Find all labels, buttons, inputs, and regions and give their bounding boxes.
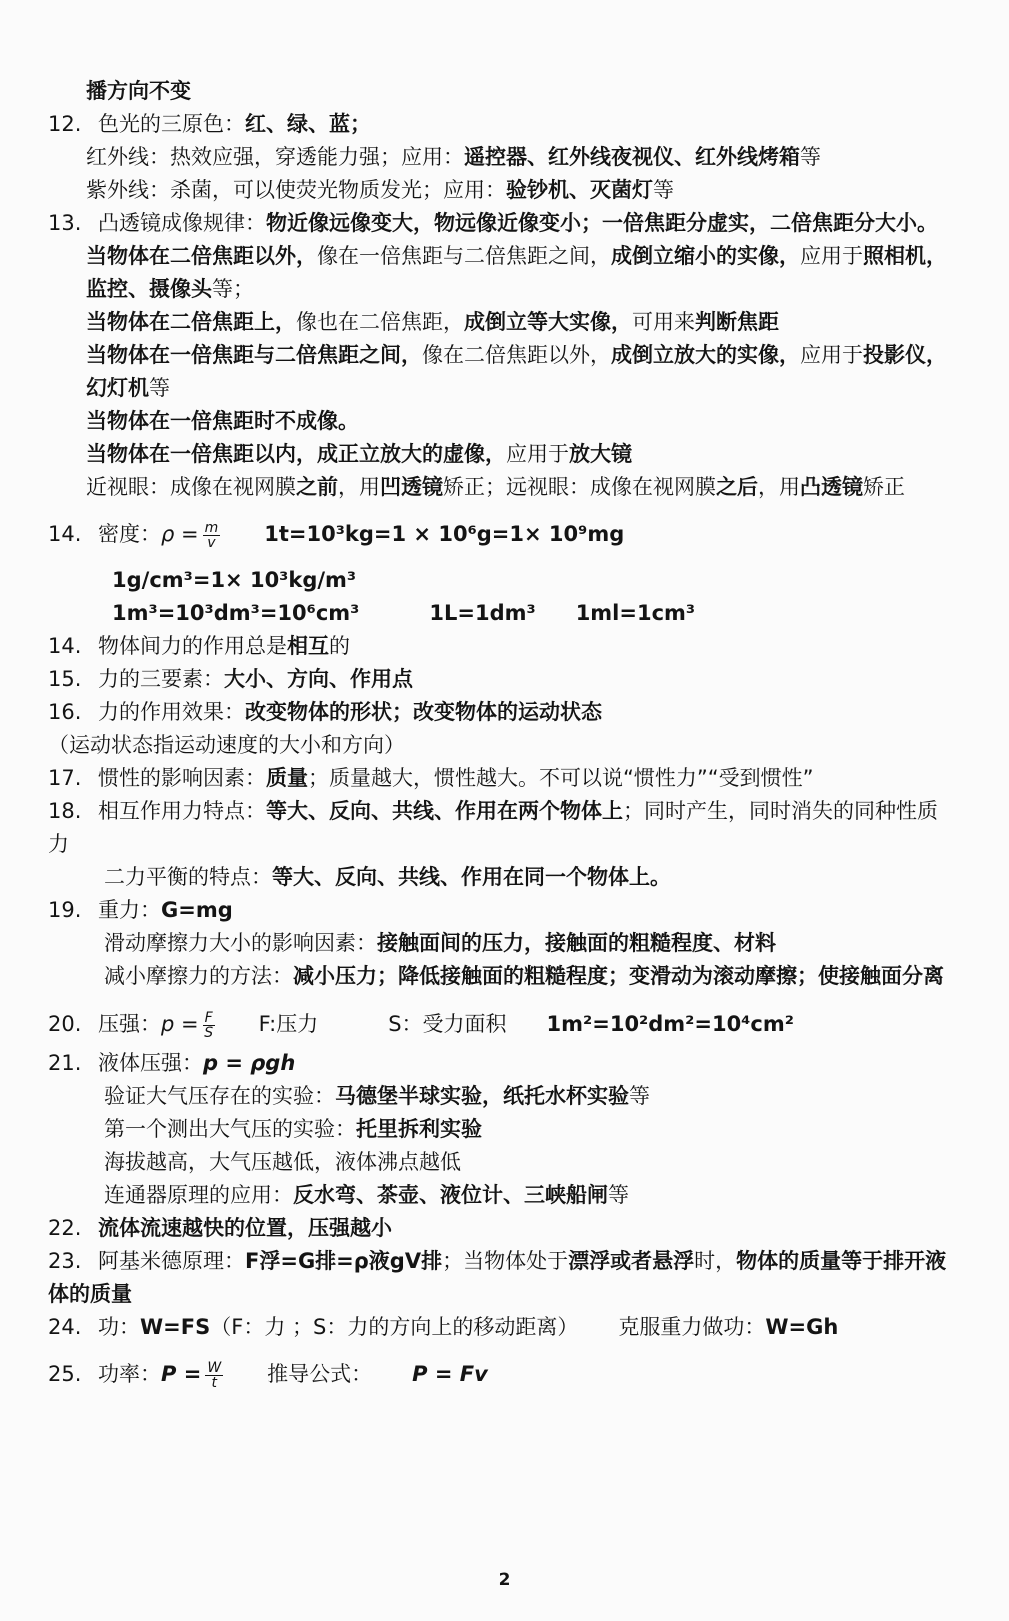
- denominator: S: [204, 1024, 214, 1041]
- item-number: 14.: [48, 522, 82, 546]
- text: （运动状态指运动速度的大小和方向）: [48, 733, 405, 757]
- bold-text: 验钞机、灭菌灯: [506, 178, 653, 202]
- item-number: 13.: [48, 211, 82, 235]
- eye-correction: [48, 471, 949, 504]
- bold-text: 成倒立放大的实像，: [611, 343, 800, 367]
- bold-text: 漂浮或者悬浮: [568, 1249, 695, 1273]
- bold-text: 反水弯、茶壶、液位计、三峡船闸: [293, 1183, 608, 1207]
- text: 像在一倍焦距与二倍焦距之间，: [317, 244, 611, 268]
- bold-text: 托里拆利实验: [356, 1117, 482, 1141]
- text: 凸透镜成像规律：: [98, 211, 266, 235]
- bold-text: G=mg: [161, 898, 233, 922]
- infrared-line: [48, 141, 949, 174]
- ultraviolet-line: [48, 174, 949, 207]
- text: 密度：: [98, 522, 161, 546]
- text: 应用于: [800, 343, 863, 367]
- item-17: [48, 762, 949, 795]
- lens-case-1: [48, 240, 949, 306]
- item-number: 19.: [48, 898, 82, 922]
- bold-text: 1m³=10³dm³=10⁶cm³: [112, 601, 360, 625]
- bold-text: 放大镜: [569, 442, 632, 466]
- item-number: 18.: [48, 799, 82, 823]
- bold-text: 1t=10³kg=1 × 10⁶g=1× 10⁹mg: [264, 522, 625, 546]
- text: 力的三要素：: [98, 667, 224, 691]
- text: 矫正；远视眼：成像在视网膜: [443, 475, 716, 499]
- text: 海拔越高，大气压越低，液体沸点越低: [104, 1150, 461, 1174]
- text: 红外线：热效应强，穿透能力强；应用：: [86, 145, 464, 169]
- volume-units: [48, 597, 949, 630]
- item-22: [48, 1212, 949, 1245]
- text: 色光的三原色：: [98, 112, 245, 136]
- lens-case-3: [48, 339, 949, 405]
- denominator: t: [211, 1374, 217, 1391]
- text: 第一个测出大气压的实验：: [104, 1117, 356, 1141]
- text: 功：: [98, 1315, 140, 1339]
- denominator: v: [207, 534, 216, 551]
- text: 像在二倍焦距以外，: [422, 343, 611, 367]
- item-18: [48, 795, 949, 861]
- bold-text: 等大、反向、共线、作用在同一个物体上。: [272, 865, 671, 889]
- text: 近视眼：成像在视网膜: [86, 475, 296, 499]
- numerator: m: [204, 519, 219, 536]
- text: 克服重力做功：: [618, 1315, 766, 1339]
- connected-vessels-line: [48, 1179, 949, 1212]
- line-continuation: [48, 75, 949, 108]
- bold-text: 当物体在一倍焦距以内，: [86, 442, 317, 466]
- bold-text: 当物体在一倍焦距与二倍焦距之间，: [86, 343, 422, 367]
- text: 像也在二倍焦距，: [296, 310, 464, 334]
- formula-text: P =: [161, 1362, 202, 1386]
- pressure-experiment: [48, 1080, 949, 1113]
- item-number: 17.: [48, 766, 82, 790]
- lens-case-2: [48, 306, 949, 339]
- bold-text: 照相机，监控、摄像头: [86, 244, 947, 301]
- text: S：受力面积: [388, 1012, 507, 1036]
- bold-text: W=Gh: [765, 1315, 839, 1339]
- text: 物体间力的作用总是: [98, 634, 287, 658]
- lens-case-5: [48, 438, 949, 471]
- item-number: 20.: [48, 1012, 82, 1036]
- text: 应用于: [800, 244, 863, 268]
- item-15: [48, 663, 949, 696]
- bold-text: 红、绿、蓝；: [245, 112, 371, 136]
- reduce-friction: [48, 960, 949, 993]
- text: 重力：: [98, 898, 161, 922]
- text: 等: [629, 1084, 650, 1108]
- item-14-force: [48, 630, 949, 663]
- fraction-f-over-s: [203, 1011, 215, 1040]
- text: 液体压强：: [98, 1051, 203, 1075]
- text: 的: [329, 634, 350, 658]
- bold-text: 流体流速越快的位置，压强越小: [98, 1216, 392, 1240]
- item-21: [48, 1047, 949, 1080]
- bold-text: 大小、方向、作用点: [224, 667, 413, 691]
- item-number: 21.: [48, 1051, 82, 1075]
- formula-text: ρ =: [161, 522, 199, 546]
- text: F:压力: [258, 1012, 319, 1036]
- text: 二力平衡的特点：: [104, 865, 272, 889]
- item-12: [48, 108, 949, 141]
- bold-text: 判断焦距: [695, 310, 779, 334]
- bold-text: 等大、反向、共线、作用在两个物体上: [266, 799, 623, 823]
- item-number: 12.: [48, 112, 82, 136]
- bold-text: 改变物体的形状；改变物体的运动状态: [245, 700, 602, 724]
- lens-case-4: [48, 405, 949, 438]
- text: 等: [149, 376, 170, 400]
- balance-line: [48, 861, 949, 894]
- bold-text: 遥控器、红外线夜视仪、红外线烤箱: [464, 145, 800, 169]
- item-14-density: [48, 512, 949, 556]
- item-number: 16.: [48, 700, 82, 724]
- density-units: [48, 564, 949, 597]
- text: 矫正: [863, 475, 905, 499]
- item-number: 23.: [48, 1249, 82, 1273]
- bold-text: 成倒立等大实像，: [464, 310, 632, 334]
- bold-text: F浮=G排=ρ液gV排: [245, 1249, 443, 1273]
- text: 等；: [212, 277, 254, 301]
- text: 力的作用效果：: [98, 700, 245, 724]
- item-25: [48, 1352, 949, 1396]
- formula-text: p =: [161, 1012, 199, 1036]
- text: 紫外线：杀菌，可以使荧光物质发光；应用：: [86, 178, 506, 202]
- friction-factors: [48, 927, 949, 960]
- bold-text: 物体的质量等于排开液体的质量: [48, 1249, 947, 1306]
- text: 阿基米德原理：: [98, 1249, 245, 1273]
- text: 时，: [694, 1249, 737, 1273]
- text: ；质量越大，惯性越大。不可以说“惯性力”“受到惯性”: [308, 766, 814, 790]
- text: 压强：: [98, 1012, 161, 1036]
- page-number: 2: [498, 1570, 511, 1590]
- item-19: [48, 894, 949, 927]
- item-20: [48, 1001, 949, 1047]
- item-23: [48, 1245, 949, 1311]
- bold-text: 减小压力；降低接触面的粗糙程度；变滑动为滚动摩擦；使接触面分离: [293, 964, 944, 988]
- bold-text: 凹透镜: [380, 475, 443, 499]
- bold-text: 凸透镜: [800, 475, 863, 499]
- text: ，用: [758, 475, 800, 499]
- bold-text: 1m²=10²dm²=10⁴cm²: [546, 1012, 794, 1036]
- text: 等: [800, 145, 821, 169]
- numerator: F: [204, 1009, 213, 1026]
- item-13: [48, 207, 949, 240]
- bold-text: 之前: [296, 475, 338, 499]
- bold-text: 成倒立缩小的实像，: [611, 244, 800, 268]
- item-16: [48, 696, 949, 762]
- bold-text: 成正立放大的虚像，: [317, 442, 506, 466]
- text: 等: [608, 1183, 629, 1207]
- bold-text: 1g/cm³=1× 10³kg/m³: [112, 568, 357, 592]
- formula-text: p = ρgh: [203, 1051, 296, 1075]
- item-number: 22.: [48, 1216, 82, 1240]
- text: ；当物体处于: [442, 1249, 569, 1273]
- bold-text: 之后: [716, 475, 758, 499]
- bold-text: 当物体在二倍焦距上，: [86, 310, 296, 334]
- bold-text: 接触面间的压力，接触面的粗糙程度、材料: [377, 931, 776, 955]
- text: 应用于: [506, 442, 569, 466]
- item-number: 15.: [48, 667, 82, 691]
- text: 相互作用力特点：: [98, 799, 266, 823]
- text: ；同时产生，同时消失的同种性质力: [48, 799, 938, 856]
- item-24: [48, 1311, 949, 1344]
- text: 减小摩擦力的方法：: [104, 964, 293, 988]
- bold-text: 当物体在二倍焦距以外，: [86, 244, 317, 268]
- bold-text: 投影仪，幻灯机: [86, 343, 947, 400]
- text: 功率：: [98, 1362, 161, 1386]
- bold-text: 当物体在一倍焦距时不成像。: [86, 409, 359, 433]
- fraction-m-over-v: [203, 521, 221, 550]
- bold-text: 播方向不变: [86, 79, 191, 103]
- bold-text: 1L=1dm³: [429, 601, 536, 625]
- text: ，用: [338, 475, 380, 499]
- fraction-w-over-t: [205, 1361, 223, 1390]
- text: 连通器原理的应用：: [104, 1183, 293, 1207]
- bold-text: 物近像远像变大，物远像近像变小；一倍焦距分虚实，二倍焦距分大小。: [266, 211, 938, 235]
- bold-text: W=FS: [140, 1315, 211, 1339]
- formula-text: P = Fv: [412, 1362, 488, 1386]
- item-number: 25.: [48, 1362, 82, 1386]
- text: 推导公式：: [267, 1362, 373, 1386]
- altitude-line: [48, 1146, 949, 1179]
- text: 等: [653, 178, 674, 202]
- item-number: 14.: [48, 634, 82, 658]
- text: 滑动摩擦力大小的影响因素：: [104, 931, 377, 955]
- item-number: 24.: [48, 1315, 82, 1339]
- bold-text: 1ml=1cm³: [575, 601, 696, 625]
- text: （F：力 ；S：力的方向上的移动距离）: [210, 1315, 579, 1339]
- bold-text: 质量: [266, 766, 308, 790]
- text: 惯性的影响因素：: [98, 766, 266, 790]
- text: 验证大气压存在的实验：: [104, 1084, 335, 1108]
- bold-text: 相互: [287, 634, 329, 658]
- torricelli-line: [48, 1113, 949, 1146]
- numerator: W: [207, 1359, 222, 1376]
- text: 可用来: [632, 310, 695, 334]
- bold-text: 马德堡半球实验，纸托水杯实验: [335, 1084, 629, 1108]
